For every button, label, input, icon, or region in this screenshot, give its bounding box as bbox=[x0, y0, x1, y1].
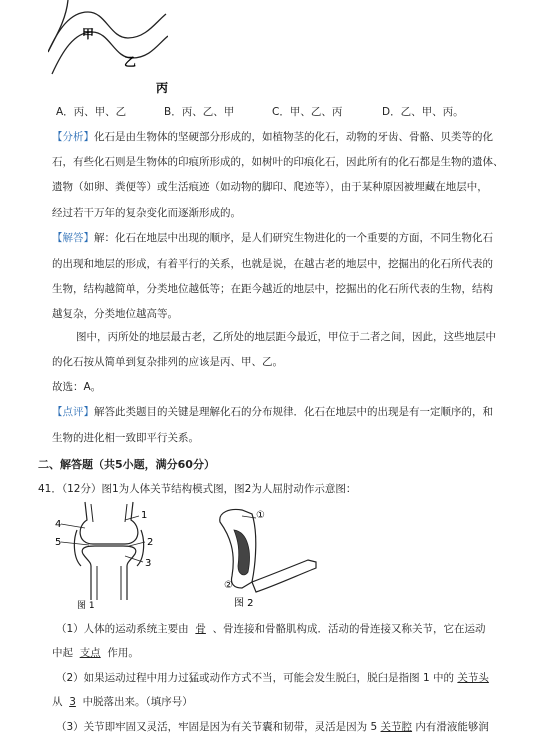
q41-part2-answer-socket: 3 bbox=[69, 696, 76, 708]
q41-part2-line-1 bbox=[56, 671, 489, 685]
q41-part3-answer-cavity: 关节腔 bbox=[380, 721, 413, 733]
solution-line-1 bbox=[52, 231, 493, 245]
solution-para2-line-2: 的化石按从简单到复杂排列的应该是丙、甲、乙。 bbox=[52, 356, 283, 368]
fig2-caption: 图 2 bbox=[234, 598, 254, 609]
elbow-flexion-figure bbox=[212, 502, 322, 612]
fig2-label-2: ② bbox=[224, 580, 233, 591]
q41-part2-text-a: （2）如果运动过程中用力过猛或动作方式不当，可能会发生脱臼，脱臼是指图 1 中的 bbox=[56, 672, 455, 684]
q41-part1-answer-fulcrum: 支点 bbox=[79, 647, 101, 659]
comment-text-1: 解答此类题目的关键是理解化石的分布规律．化石在地层中的出现是有一定顺序的，和 bbox=[94, 406, 493, 418]
q41-part1-text-c: 、骨连接和骨骼肌构成．活动的骨连接又称关节，它在运动 bbox=[212, 623, 486, 635]
q41-part2-line-2 bbox=[52, 695, 193, 709]
q41-part1-answer-bone: 骨 bbox=[195, 623, 206, 635]
solution-tag: 【解答】 bbox=[52, 232, 94, 244]
solution-line-2: 的出现和地层的形成，有着平行的关系，也就是说，在越古老的地层中，挖掘出的化石所代表的 bbox=[52, 258, 493, 270]
stratum-bing-label: 丙 bbox=[156, 81, 168, 95]
q41-part1-line-2 bbox=[52, 646, 139, 660]
fig1-label-3: 3 bbox=[145, 558, 152, 569]
comment-line-1 bbox=[52, 405, 493, 419]
comment-line-2: 生物的进化相一致即平行关系。 bbox=[52, 432, 199, 444]
fig2-label-1: ① bbox=[256, 510, 265, 521]
analysis-line-1 bbox=[52, 130, 493, 144]
analysis-line-3: 遗物（如卵、粪便等）或生活痕迹（如动物的脚印、爬迹等），由于某种原因被埋藏在地层中， bbox=[52, 181, 488, 193]
q41-part2-answer-joint-head: 关节头 bbox=[457, 672, 489, 684]
comment-tag: 【点评】 bbox=[52, 406, 94, 418]
fig1-caption: 图 1 bbox=[77, 601, 95, 610]
q41-part2-text-e: 中脱落出来。（填序号） bbox=[82, 696, 193, 708]
analysis-line-4: 经过若干万年的复杂变化而逐渐形成的。 bbox=[52, 207, 241, 219]
q41-part1-text-a: （1）人体的运动系统主要由 bbox=[56, 623, 189, 635]
solution-para2-line-1: 图中，丙所处的地层最古老，乙所处的地层距今最近，甲位于二者之间，因此，这些地层中 bbox=[76, 331, 496, 343]
fig1-label-5: 5 bbox=[55, 537, 62, 548]
option-a: A．丙、甲、乙 bbox=[56, 106, 127, 118]
option-c: C．甲、乙、丙 bbox=[272, 106, 343, 118]
analysis-text-1: 化石是由生物体的坚硬部分形成的，如植物茎的化石，动物的牙齿、骨骼、贝类等的化 bbox=[94, 131, 493, 143]
stratum-jia-label: 甲 bbox=[82, 27, 95, 41]
answer-line: 故选：A。 bbox=[52, 381, 102, 393]
analysis-line-2: 石，有些化石则是生物体的印痕所形成的，如树叶的印痕化石，因此所有的化石都是生物的遗体、 bbox=[52, 156, 504, 168]
q41-part1-line-1 bbox=[56, 622, 486, 636]
stratum-yi-label: 乙 bbox=[124, 55, 137, 69]
section-heading: 二、解答题（共5小题，满分60分） bbox=[38, 458, 215, 471]
solution-line-3: 生物，结构越简单，分类地位越低等；在距今越近的地层中，挖掘出的化石所代表的生物，结构 bbox=[52, 283, 493, 295]
q41-part3-text-a: （3）关节即牢固又灵活，牢固是因为有关节囊和韧带，灵活是因为 5 bbox=[56, 721, 378, 733]
solution-line-4: 越复杂，分类地位越高等。 bbox=[52, 308, 178, 320]
fig1-label-1: 1 bbox=[141, 510, 148, 521]
question-41-title: 41．（12分）图1为人体关节结构模式图，图2为人屈肘动作示意图： bbox=[38, 483, 357, 495]
analysis-tag: 【分析】 bbox=[52, 131, 94, 143]
q41-part2-text-c: 从 bbox=[52, 696, 63, 708]
q41-part3-line-1 bbox=[56, 720, 489, 734]
joint-structure-figure bbox=[55, 500, 175, 610]
q41-part1-text-f: 作用。 bbox=[107, 647, 139, 659]
fig1-label-2: 2 bbox=[147, 537, 154, 548]
strata-diagram bbox=[48, 0, 168, 100]
q41-part3-text-c: 内有滑液能够润 bbox=[415, 721, 489, 733]
fig1-label-4: 4 bbox=[55, 519, 62, 530]
option-b: B．丙、乙、甲 bbox=[164, 106, 235, 118]
option-d: D．乙、甲、丙。 bbox=[382, 106, 464, 118]
solution-text-1: 解：化石在地层中出现的顺序，是人们研究生物进化的一个重要的方面，不同生物化石 bbox=[94, 232, 493, 244]
q41-part1-text-d: 中起 bbox=[52, 647, 73, 659]
